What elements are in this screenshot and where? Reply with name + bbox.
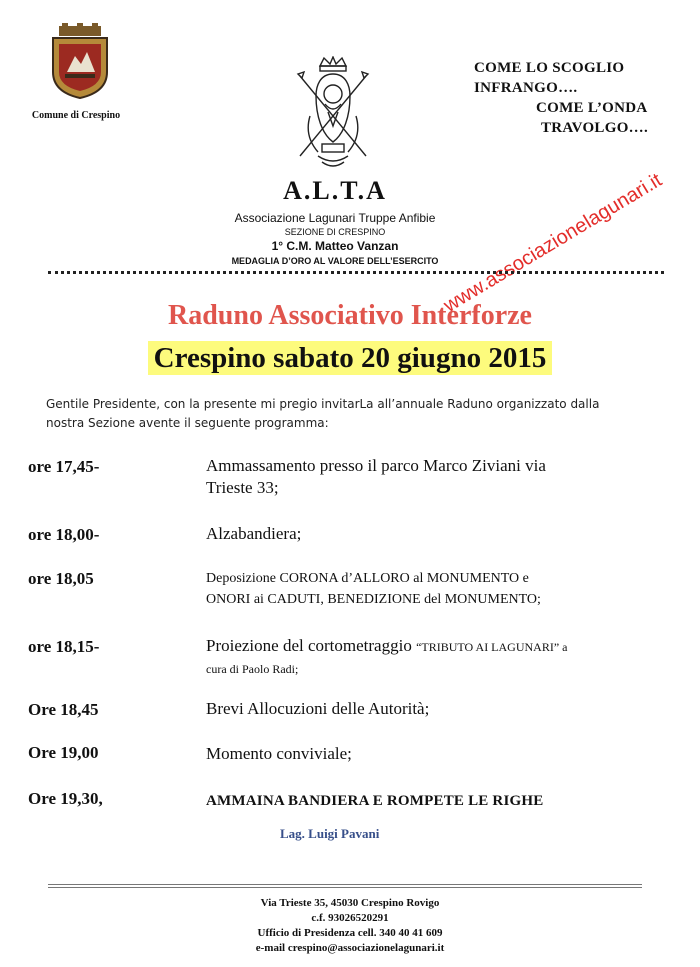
program-time: ore 18,05: [28, 569, 94, 588]
program-time: Ore 19,00: [28, 743, 99, 762]
program-line: AMMAINA BANDIERA E ROMPETE LE RIGHE: [206, 793, 544, 809]
motto-line: TRAVOLGO….: [541, 120, 649, 136]
section-name: SEZIONE DI CRESPINO: [284, 227, 386, 237]
program-description: [206, 568, 670, 610]
comune-crest-icon: [45, 22, 115, 100]
program-time: ore 17,45-: [28, 457, 100, 476]
program-line: Deposizione CORONA d’ALLORO al MONUMENTO e: [206, 571, 529, 586]
program-line: [206, 635, 670, 658]
motto-line: INFRANGO….: [474, 80, 578, 96]
event-subtitle-wrap: [0, 341, 700, 375]
program-description: [206, 698, 670, 720]
comune-label: Comune di Crespino: [31, 110, 121, 121]
footer-email: e-mail crespino@associazionelagunari.it: [255, 942, 445, 954]
footer-tax-code: c.f. 93026520291: [311, 912, 389, 924]
program-description: [206, 790, 670, 812]
program-film-title: “TRIBUTO AI LAGUNARI”: [416, 640, 560, 654]
motto-line: COME L’ONDA: [536, 100, 648, 116]
program-line: Alzabandiera;: [206, 524, 302, 543]
dotted-divider: [48, 271, 664, 274]
program-time: Ore 18,45: [28, 700, 99, 719]
event-title: Raduno Associativo Interforze: [168, 300, 532, 331]
footer-divider: [48, 887, 642, 888]
program-description: [206, 635, 670, 680]
program-line: Brevi Allocuzioni delle Autorità;: [206, 699, 430, 718]
program-description: [206, 455, 670, 499]
program-time: ore 18,00-: [28, 525, 100, 544]
association-name: Associazione Lagunari Truppe Anfibie: [234, 211, 436, 225]
program-time: Ore 19,30,: [28, 789, 103, 808]
footer-office-phone: Ufficio di Presidenza cell. 340 40 41 609: [257, 927, 443, 939]
program-text: Proiezione del cortometraggio: [206, 636, 417, 655]
intro-line: nostra Sezione avente il seguente programma:: [46, 416, 329, 430]
program-line: Ammassamento presso il parco Marco Ziviani via: [206, 456, 546, 475]
association-acronym: A.L.T.A: [283, 176, 387, 205]
program-description: [206, 523, 670, 545]
program-line: Trieste 33;: [206, 478, 279, 497]
signature: Lag. Luigi Pavani: [280, 826, 380, 841]
footer-address: Via Trieste 35, 45030 Crespino Rovigo: [260, 897, 440, 909]
intro-line: Gentile Presidente, con la presente mi pregio invitarLa all’annuale Raduno organizzato dalla: [46, 397, 600, 411]
program-time: ore 18,15-: [28, 637, 100, 656]
event-subtitle: Crespino sabato 20 giugno 2015: [148, 341, 553, 375]
program-description: [206, 743, 670, 765]
section-dedication: 1° C.M. Matteo Vanzan: [271, 239, 399, 253]
website-watermark: www.associazionelagunari.it: [440, 169, 666, 317]
medal-text: MEDAGLIA D’ORO AL VALORE DELL’ESERCITO: [231, 256, 439, 266]
lagunari-emblem-icon: [292, 56, 374, 174]
program-text: a: [559, 640, 568, 654]
footer-divider: [48, 884, 642, 885]
intro-text: [46, 395, 666, 433]
program-line: Momento conviviale;: [206, 744, 352, 763]
program-line: ONORI ai CADUTI, BENEDIZIONE del MONUMENTO;: [206, 592, 541, 607]
motto-line: COME LO SCOGLIO: [474, 60, 625, 76]
program-line: cura di Paolo Radi;: [206, 662, 299, 676]
